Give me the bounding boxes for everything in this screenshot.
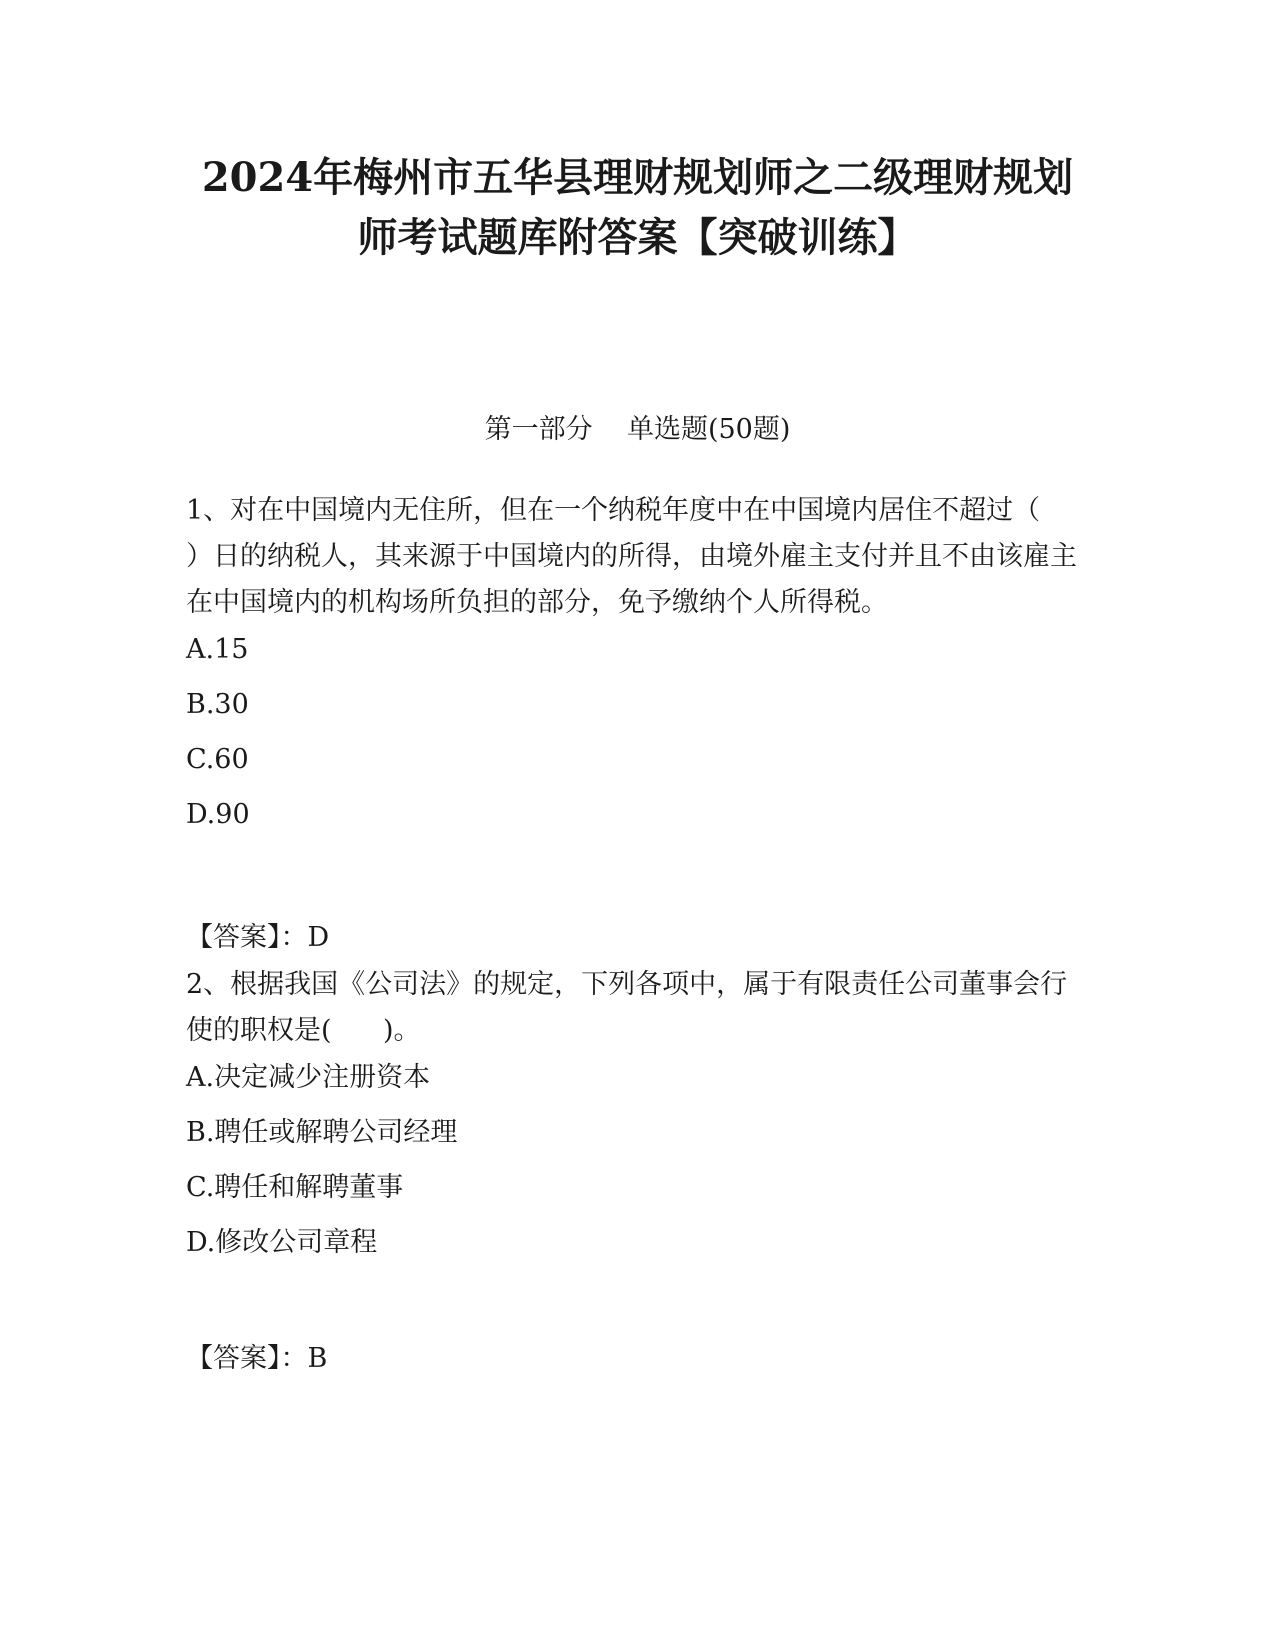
answer-2: 【答案】：B bbox=[186, 1343, 328, 1374]
question-1 bbox=[186, 488, 1086, 852]
question-2 bbox=[186, 962, 1086, 1280]
option-a: A.决定减少注册资本 bbox=[186, 1062, 431, 1093]
option-c: C.聘任和解聘董事 bbox=[186, 1172, 404, 1203]
document-title-line-1: 2024年梅州市五华县理财规划师之二级理财规划 bbox=[201, 154, 1074, 201]
option-d: D.90 bbox=[186, 799, 250, 830]
answer-1: 【答案】：D bbox=[186, 922, 330, 953]
option-a: A.15 bbox=[186, 634, 249, 665]
question-stem: 2、根据我国《公司法》的规定，下列各项中，属于有限责任公司董事会行使的职权是( )。 bbox=[186, 969, 1068, 1046]
option-b: B.30 bbox=[186, 689, 249, 720]
document-title bbox=[140, 148, 1135, 268]
option-d: D.修改公司章程 bbox=[186, 1227, 378, 1258]
option-c: C.60 bbox=[186, 744, 249, 775]
question-stem: 1、对在中国境内无住所，但在一个纳税年度中在中国境内居住不超过（ ）日的纳税人，其来源于中国境内的所得，由境外雇主支付并且不由该雇主在中国境内的机构场所负担的部分，免予缴纳个人所得税。 bbox=[186, 495, 1084, 618]
section-heading: 第一部分 单选题(50题) bbox=[484, 414, 791, 445]
option-b: B.聘任或解聘公司经理 bbox=[186, 1117, 458, 1148]
document-title-line-2: 师考试题库附答案【突破训练】 bbox=[357, 214, 918, 261]
